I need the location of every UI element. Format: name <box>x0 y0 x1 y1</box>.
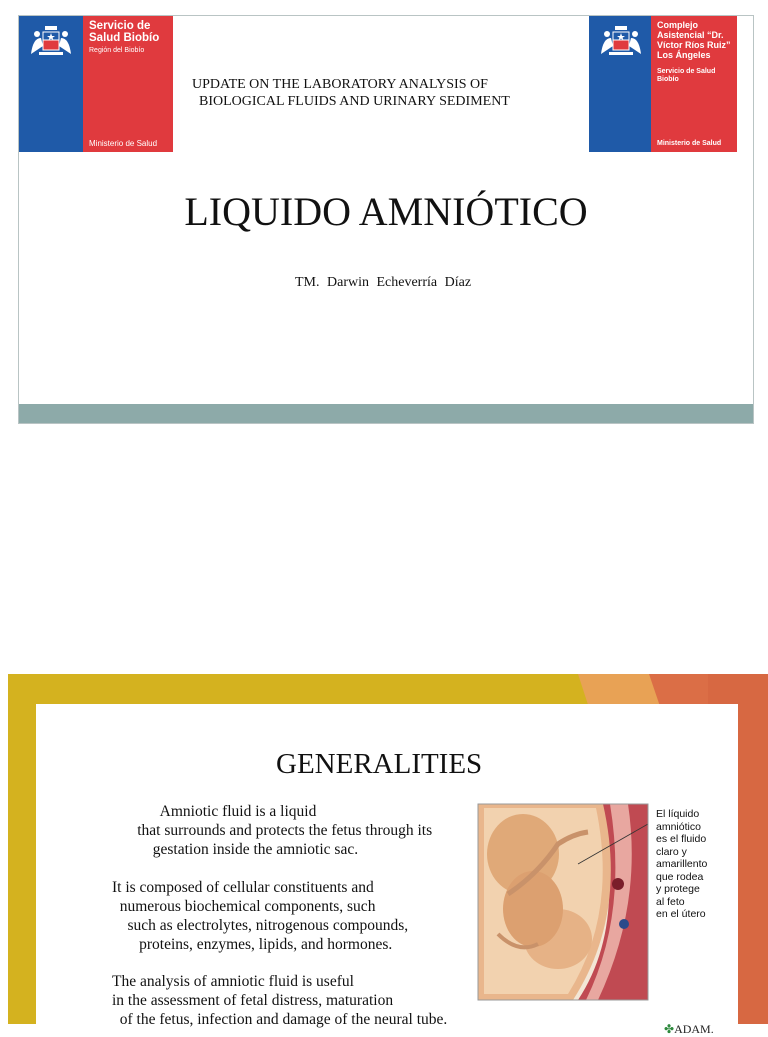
logo-left-ministry: Ministerio de Salud <box>89 139 158 148</box>
paragraph-analysis: The analysis of amniotic fluid is useful in the assessment of fetal distress, maturation of the fetus, infection and damage of the neural tube. <box>112 973 448 1028</box>
slide-title: LIQUIDO AMNIÓTICO <box>184 189 588 234</box>
slide-footer-bar <box>19 404 753 423</box>
generalities-slide <box>8 674 768 1036</box>
paragraph-composition: It is composed of cellular constituents and numerous biochemical components, such such as electrolytes, nitrogenous compounds, proteins, enzymes, lipids, and hormones. <box>112 879 409 953</box>
author: TM. Darwin Echeverría Díaz <box>295 275 472 290</box>
slide-subtitle: UPDATE ON THE LABORATORY ANALYSIS OF BIOLOGICAL FLUIDS AND URINARY SEDIMENT <box>192 77 510 109</box>
logo-complejo-asistencial <box>589 16 737 152</box>
chile-coat-of-arms-icon <box>597 24 645 58</box>
logo-left-region: Región del Biobío <box>89 47 145 54</box>
logo-servicio-salud-biobio <box>19 16 173 152</box>
slide-content-card <box>36 704 738 1034</box>
logo-right-name: Complejo Asistencial “Dr. Víctor Ríos Ruiz” Los Ángeles <box>657 20 731 60</box>
chile-coat-of-arms-icon <box>27 24 75 58</box>
logo-right-sub: Servicio de Salud Biobío <box>657 68 716 83</box>
slide-title: GENERALITIES <box>276 748 483 780</box>
illustration-caption: El líquido amniótico es el fluido claro y amarillento que rodea y protege al feto en el útero <box>656 808 708 920</box>
paragraph-definition: Amniotic fluid is a liquid that surrounds and protects the fetus through its gestation inside the amniotic sac. <box>137 803 433 858</box>
title-slide <box>18 15 754 424</box>
fetus-in-uterus-illustration <box>478 804 648 1000</box>
adam-logo-text: ADAM. <box>674 1022 714 1036</box>
adam-leaf-icon: ✤ <box>664 1022 675 1036</box>
logo-right-ministry: Ministerio de Salud <box>657 140 722 147</box>
logo-left-name: Servicio de Salud Biobío <box>89 20 160 44</box>
illustration-credit <box>664 1022 714 1037</box>
